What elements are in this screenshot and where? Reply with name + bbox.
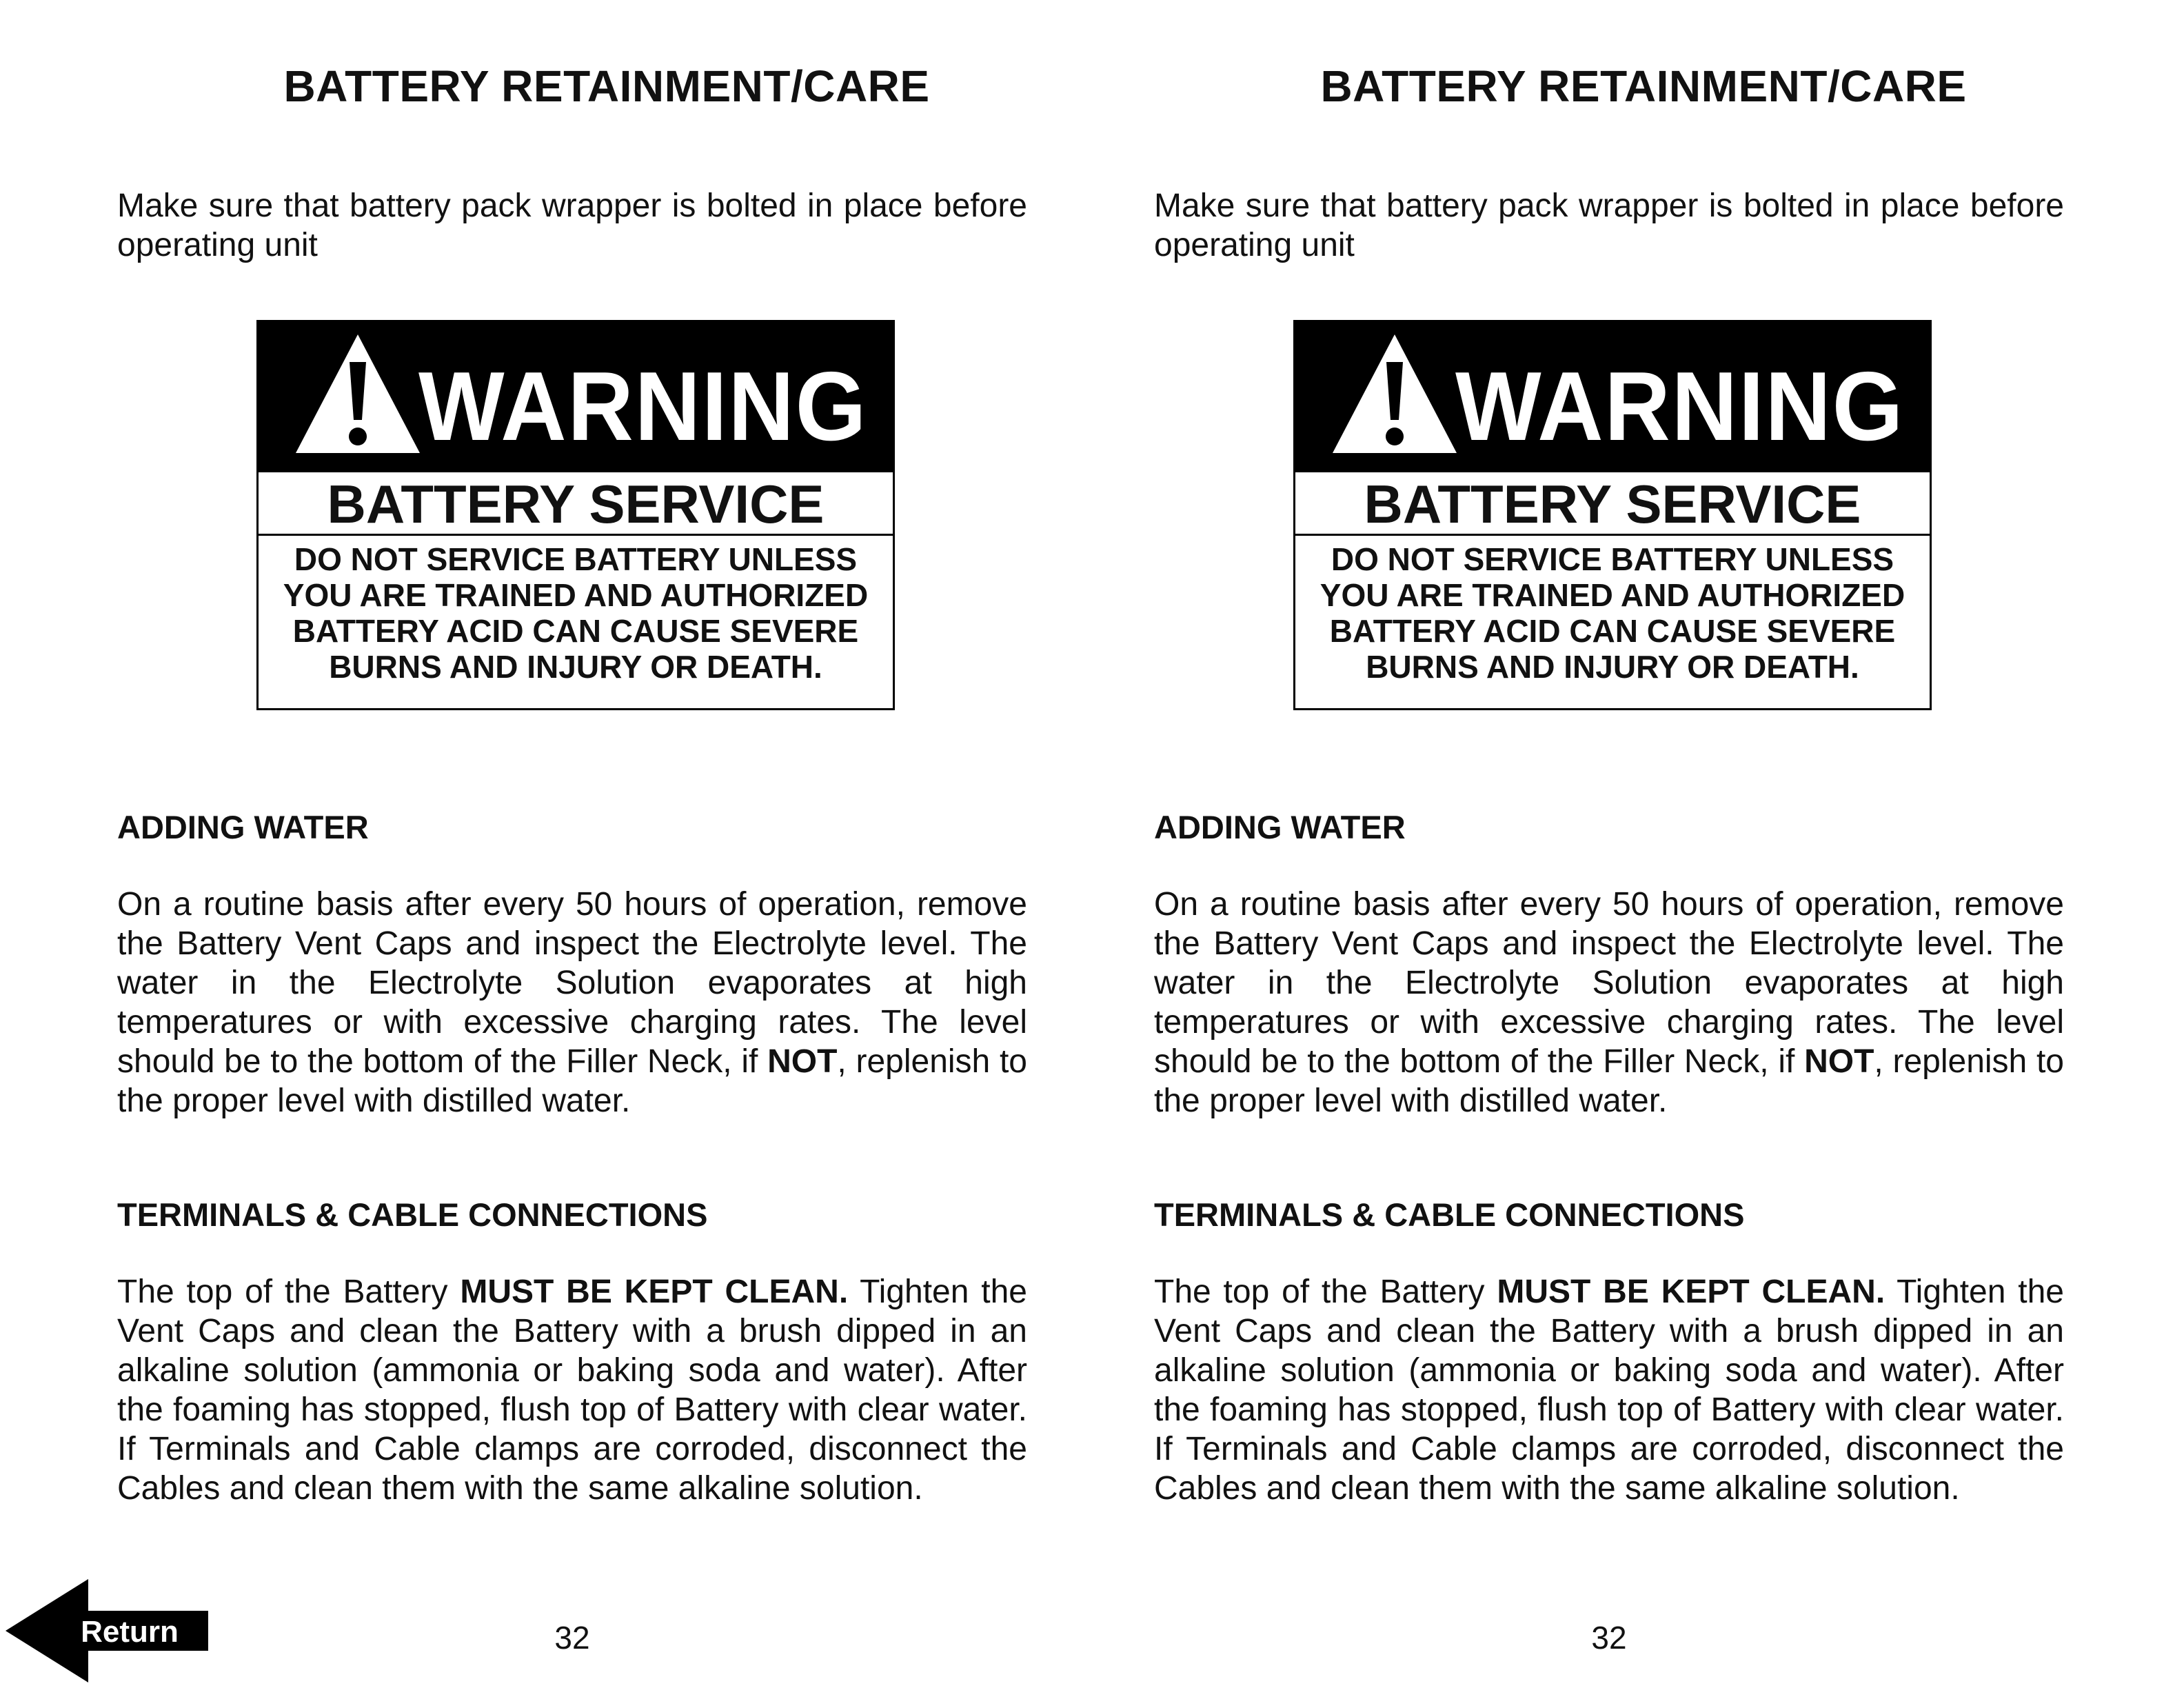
adding-water-text bbox=[1154, 885, 2064, 1121]
text-run: On a routine basis after every 50 hours of operation, remove the Battery Vent Caps and inspect the Electrolyte level. The water in the Electrolyte Solution evaporates at high temperatures or with excessive charging rates. The level should be to the bottom of the Filler Neck, if bbox=[117, 886, 1027, 1080]
text-run: The top of the Battery bbox=[1154, 1274, 1497, 1310]
adding-water-text bbox=[117, 885, 1027, 1121]
warning-line: DO NOT SERVICE BATTERY UNLESS bbox=[1331, 541, 1894, 577]
warning-signal-word: WARNING bbox=[418, 352, 868, 461]
warning-message bbox=[259, 541, 893, 685]
warning-line: YOU ARE TRAINED AND AUTHORIZED bbox=[283, 577, 869, 613]
page-title: BATTERY RETAINMENT/CARE bbox=[1320, 61, 1967, 111]
warning-triangle-icon bbox=[1330, 332, 1459, 456]
return-button-label: Return bbox=[81, 1615, 179, 1649]
page-number: 32 bbox=[1591, 1620, 1627, 1656]
emphasis-text: NOT bbox=[1804, 1043, 1874, 1080]
warning-header bbox=[1295, 322, 1930, 472]
terminals-text bbox=[1154, 1272, 2064, 1508]
warning-message bbox=[1295, 541, 1930, 685]
warning-line: BURNS AND INJURY OR DEATH. bbox=[329, 649, 822, 685]
warning-line: BURNS AND INJURY OR DEATH. bbox=[1366, 649, 1859, 685]
emphasis-text: NOT bbox=[767, 1043, 838, 1080]
warning-line: BATTERY ACID CAN CAUSE SEVERE bbox=[1329, 613, 1896, 649]
page-title: BATTERY RETAINMENT/CARE bbox=[283, 61, 930, 111]
warning-signal-word: WARNING bbox=[1455, 352, 1905, 461]
warning-header bbox=[259, 322, 893, 472]
section-heading-adding-water: ADDING WATER bbox=[1154, 809, 1406, 845]
section-heading-adding-water: ADDING WATER bbox=[117, 809, 369, 845]
warning-sign bbox=[256, 320, 895, 710]
terminals-text bbox=[117, 1272, 1027, 1508]
warning-heading: BATTERY SERVICE bbox=[1295, 472, 1930, 536]
section-heading-terminals: TERMINALS & CABLE CONNECTIONS bbox=[117, 1196, 708, 1233]
text-run: , replenish to the proper level with distilled water. bbox=[1154, 1043, 2065, 1119]
return-button[interactable] bbox=[6, 1579, 212, 1682]
intro-text: Make sure that battery pack wrapper is bolted in place before operating unit bbox=[1154, 188, 2064, 263]
text-run: The top of the Battery bbox=[117, 1274, 461, 1310]
intro-text: Make sure that battery pack wrapper is bolted in place before operating unit bbox=[117, 188, 1027, 263]
text-run: , replenish to the proper level with distilled water. bbox=[117, 1043, 1028, 1119]
text-run: Tighten the Vent Caps and clean the Battery with a brush dipped in an alkaline solution (ammonia or baking soda and water). After the foaming has stopped, flush top of Battery with clear water. If Terminals and Cable clamps are corroded, disconnect the Cables and clean them with the same alkaline solution. bbox=[1154, 1274, 2064, 1507]
warning-line: YOU ARE TRAINED AND AUTHORIZED bbox=[1320, 577, 1905, 613]
warning-line: BATTERY ACID CAN CAUSE SEVERE bbox=[292, 613, 859, 649]
text-run: On a routine basis after every 50 hours of operation, remove the Battery Vent Caps and inspect the Electrolyte level. The water in the Electrolyte Solution evaporates at high temperatures or with excessive charging rates. The level should be to the bottom of the Filler Neck, if bbox=[1154, 886, 2064, 1080]
warning-triangle-icon bbox=[293, 332, 423, 456]
warning-line: DO NOT SERVICE BATTERY UNLESS bbox=[294, 541, 858, 577]
warning-sign bbox=[1293, 320, 1932, 710]
emphasis-text: MUST BE KEPT CLEAN. bbox=[460, 1274, 849, 1310]
text-run: Tighten the Vent Caps and clean the Battery with a brush dipped in an alkaline solution (ammonia or baking soda and water). After the foaming has stopped, flush top of Battery with clear water. If Terminals and Cable clamps are corroded, disconnect the Cables and clean them with the same alkaline solution. bbox=[117, 1274, 1027, 1507]
section-heading-terminals: TERMINALS & CABLE CONNECTIONS bbox=[1154, 1196, 1745, 1233]
warning-heading: BATTERY SERVICE bbox=[259, 472, 893, 536]
emphasis-text: MUST BE KEPT CLEAN. bbox=[1497, 1274, 1885, 1310]
page-right bbox=[1154, 0, 2184, 1688]
page-number: 32 bbox=[554, 1620, 590, 1656]
page-left bbox=[117, 0, 1151, 1688]
